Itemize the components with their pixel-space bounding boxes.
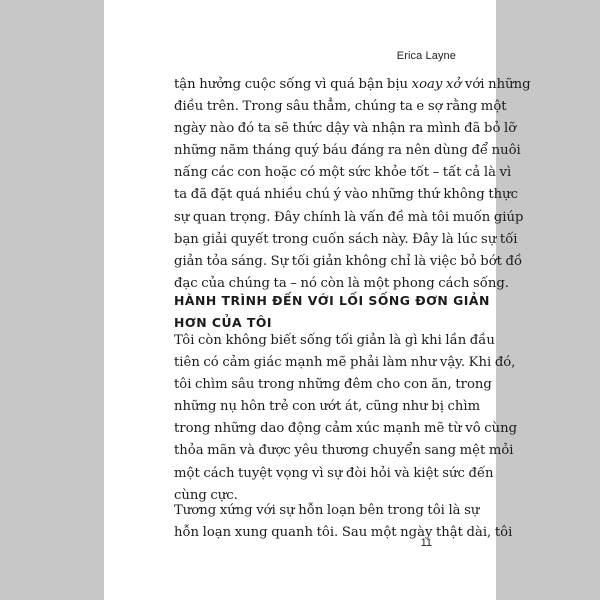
heading-line: HƠN CỦA TÔI (174, 315, 273, 330)
text-line: tôi chìm sâu trong những đêm cho con ăn, trong (174, 377, 492, 393)
text-line: đạc của chúng ta – nó còn là một phong cách sống. (174, 275, 509, 291)
heading-line: HÀNH TRÌNH ĐẾN VỚI LỐI SỐNG ĐƠN GIẢN (174, 293, 490, 308)
text-line: ta đã đặt quá nhiều chú ý vào những thứ không thực (174, 187, 518, 203)
text-line: sự quan trọng. Đây chính là vấn đề mà tôi muốn giúp (174, 209, 524, 225)
text-line: Tương xứng với sự hỗn loạn bên trong tôi là sự (174, 503, 480, 518)
text-line: giản tỏa sáng. Sự tối giản không chỉ là việc bỏ bớt đồ (174, 253, 523, 269)
book-page (104, 0, 531, 600)
text-line: một cách tuyệt vọng vì sự đòi hỏi và kiệt sức đến (174, 465, 494, 481)
paragraph-2 (174, 330, 518, 507)
paragraph-1 (174, 74, 531, 295)
text-line: tiên có cảm giác mạnh mẽ phải làm như vậy. Khi đó, (174, 355, 516, 371)
text-line: hỗn loạn xung quanh tôi. Sau một ngày thật dài, tôi (174, 525, 513, 541)
text-line: thỏa mãn và được yêu thương chuyển sang mệt mỏi (174, 443, 514, 459)
section-heading (174, 290, 490, 334)
text-line: ngày nào đó ta sẽ thức dậy và nhận ra mình đã bỏ lỡ (174, 121, 517, 137)
text-line: bạn giải quyết trong cuốn sách này. Đây là lúc sự tối (174, 231, 518, 247)
running-header: Erica Layne (396, 50, 456, 62)
italic-phrase: xoay xở (411, 77, 462, 92)
page-number: 11 (420, 537, 432, 549)
text-line: nấng các con hoặc có một sức khỏe tốt – tất cả là vì (174, 165, 512, 181)
text-line: những nụ hôn trẻ con ướt át, cũng như bị chìm (174, 399, 481, 415)
text-line: những năm tháng quý báu đáng ra nên dùng để nuôi (174, 143, 521, 159)
text-line: điều trên. Trong sâu thẳm, chúng ta e sợ rằng một (174, 99, 507, 115)
text-line: Tôi còn không biết sống tối giản là gì khi lần đầu (174, 333, 495, 348)
text-line: trong những dao động cảm xúc mạnh mẽ từ vô cùng (174, 421, 518, 437)
text-line: tận hưởng cuộc sống vì quá bận bịu xoay xở với những (174, 77, 531, 92)
text-line: cùng cực. (174, 487, 238, 503)
